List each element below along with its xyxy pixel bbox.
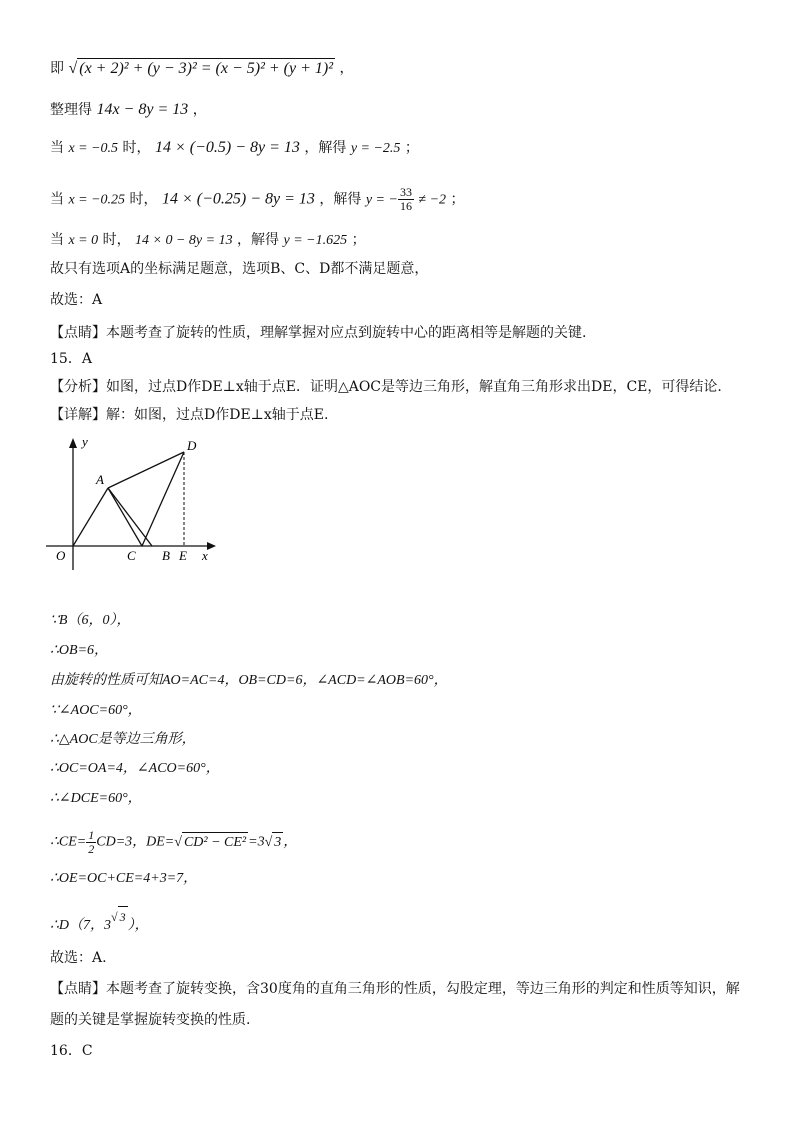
fraction-numerator: 1 — [88, 828, 95, 842]
point-label-E: E — [179, 548, 187, 563]
ce-after: CD=3，DE= — [96, 834, 175, 850]
solve-text: ，解得 — [304, 140, 347, 156]
equation-line-5 — [50, 230, 366, 251]
equation-expr: 14 × (−0.5) − 8y = 13 — [154, 139, 300, 156]
comment-15-line-1: 【点睛】本题考查了旋转变换，含30度角的直角三角形的性质，勾股定理，等边三角形的判定和性质等知识，解 — [50, 981, 740, 997]
question-15-header: 15．A — [50, 351, 92, 367]
prefix-text: 当 — [50, 232, 64, 248]
proof-step: ∵∠AOC=60°， — [50, 703, 142, 718]
segment-AB — [108, 488, 152, 546]
equation-line-3 — [50, 138, 419, 159]
proof-step: ∴∠DCE=60°， — [50, 791, 142, 806]
condition-expr: x = −0.5 — [68, 141, 119, 156]
distance-equation: √ (x + 2)² + (y − 3)² = (x − 5)² + (y + 1)² — [68, 60, 334, 77]
radical-3: √ 3 — [111, 906, 128, 927]
fraction-denominator: 2 — [88, 842, 95, 856]
radical-de: √ CD² − CE² — [174, 832, 248, 853]
prefix-text: 当 — [50, 140, 64, 156]
result-rhs: ≠ −2 — [418, 192, 447, 208]
condition-expr: x = 0 — [68, 233, 99, 248]
conclusion-text: 故只有选项A的坐标满足题意，选项B、C、D都不满足题意， — [50, 261, 429, 277]
segment-CD — [142, 452, 184, 546]
proof-step: ∴OC=OA=4，∠ACO=60°， — [50, 761, 220, 776]
point-label-C: C — [127, 548, 136, 563]
result-expr: y = −2.5 — [350, 141, 401, 156]
equation-line-4 — [50, 186, 464, 213]
question-15-analysis: 【分析】如图，过点D作DE⊥x轴于点E．证明△AOC是等边三角形，解直角三角形求出DE，CE，可得结论. — [50, 379, 722, 395]
suffix-text: ， — [192, 102, 207, 118]
equation-expr: (x + 2)² + (y − 3)² = (x − 5)² + (y + 1)² — [79, 60, 334, 77]
radical-3: √ 3 — [265, 832, 284, 853]
fraction-numerator: 33 — [399, 185, 412, 199]
ce-tail: ， — [283, 834, 298, 850]
answer-15: 故选：A. — [50, 950, 107, 966]
prefix-text: 当 — [50, 191, 64, 208]
point-label-A: A — [96, 472, 104, 487]
de-eq: =3 — [248, 834, 265, 850]
equation-expr: 14 × 0 − 8y = 13 — [135, 233, 233, 248]
proof-step: ∵B（6，0）， — [50, 613, 131, 628]
point-label-O: O — [56, 548, 66, 563]
proof-step: 由旋转的性质可知AO=AC=4，OB=CD=6，∠ACD=∠AOB=60°， — [50, 673, 448, 688]
solve-text: ，解得 — [237, 232, 280, 248]
suffix-text: ； — [404, 140, 419, 156]
suffix-text: ， — [339, 60, 354, 77]
d-lead: ∴D（7，3 — [50, 918, 112, 933]
fraction-denominator: 16 — [399, 199, 412, 213]
prefix-text: 整理得 — [50, 102, 92, 118]
comment-14: 【点睛】本题考查了旋转的性质，理解掌握对应点到旋转中心的距离相等是解题的关键. — [50, 325, 587, 341]
question-16-header: 16．C — [50, 1043, 93, 1059]
radicand: 3 — [118, 906, 128, 927]
proof-step-ce-de — [50, 829, 297, 856]
point-label-B: B — [162, 548, 170, 563]
equation-line-1 — [50, 58, 353, 79]
comment-15-line-2: 题的关键是掌握旋转变换的性质. — [50, 1012, 251, 1028]
segment-AD — [108, 452, 184, 488]
result-lhs: y = − — [365, 192, 398, 208]
y-axis-arrow-icon — [69, 438, 77, 448]
mid-text: 时， — [122, 140, 151, 156]
equation-expr: 14 × (−0.25) − 8y = 13 — [161, 190, 315, 208]
segment-AC — [108, 488, 142, 546]
suffix-text: ； — [351, 232, 366, 248]
x-axis-arrow-icon — [207, 542, 216, 550]
proof-step-d — [50, 906, 149, 936]
y-axis-label: y — [82, 434, 88, 449]
mid-text: 时， — [129, 191, 158, 208]
fraction — [86, 829, 96, 856]
point-label-D: D — [187, 438, 197, 453]
equation-line-2 — [50, 100, 207, 120]
mid-text: 时， — [102, 232, 131, 248]
proof-step: ∴△AOC是等边三角形， — [50, 732, 196, 747]
solve-text: ，解得 — [319, 191, 362, 208]
x-axis-label: x — [202, 548, 208, 563]
condition-expr: x = −0.25 — [68, 192, 126, 208]
suffix-text: ； — [450, 191, 465, 208]
proof-step: ∴OE=OC+CE=4+3=7， — [50, 871, 198, 886]
answer-14: 故选：A — [50, 292, 103, 308]
prefix-text: 即 — [50, 60, 64, 77]
radicand: 3 — [272, 832, 283, 853]
d-tail: ）， — [127, 918, 149, 933]
equation-expr: 14x − 8y = 13 — [96, 101, 189, 118]
radicand: CD² − CE² — [182, 832, 248, 853]
segment-OA — [73, 488, 108, 546]
result-expr: y = −1.625 — [283, 233, 348, 248]
proof-step: ∴OB=6， — [50, 643, 109, 658]
fraction — [398, 186, 414, 213]
question-15-detail: 【详解】解：如图，过点D作DE⊥x轴于点E. — [50, 407, 329, 423]
geometry-figure — [46, 432, 226, 572]
ce-lead: ∴CE= — [50, 834, 87, 850]
